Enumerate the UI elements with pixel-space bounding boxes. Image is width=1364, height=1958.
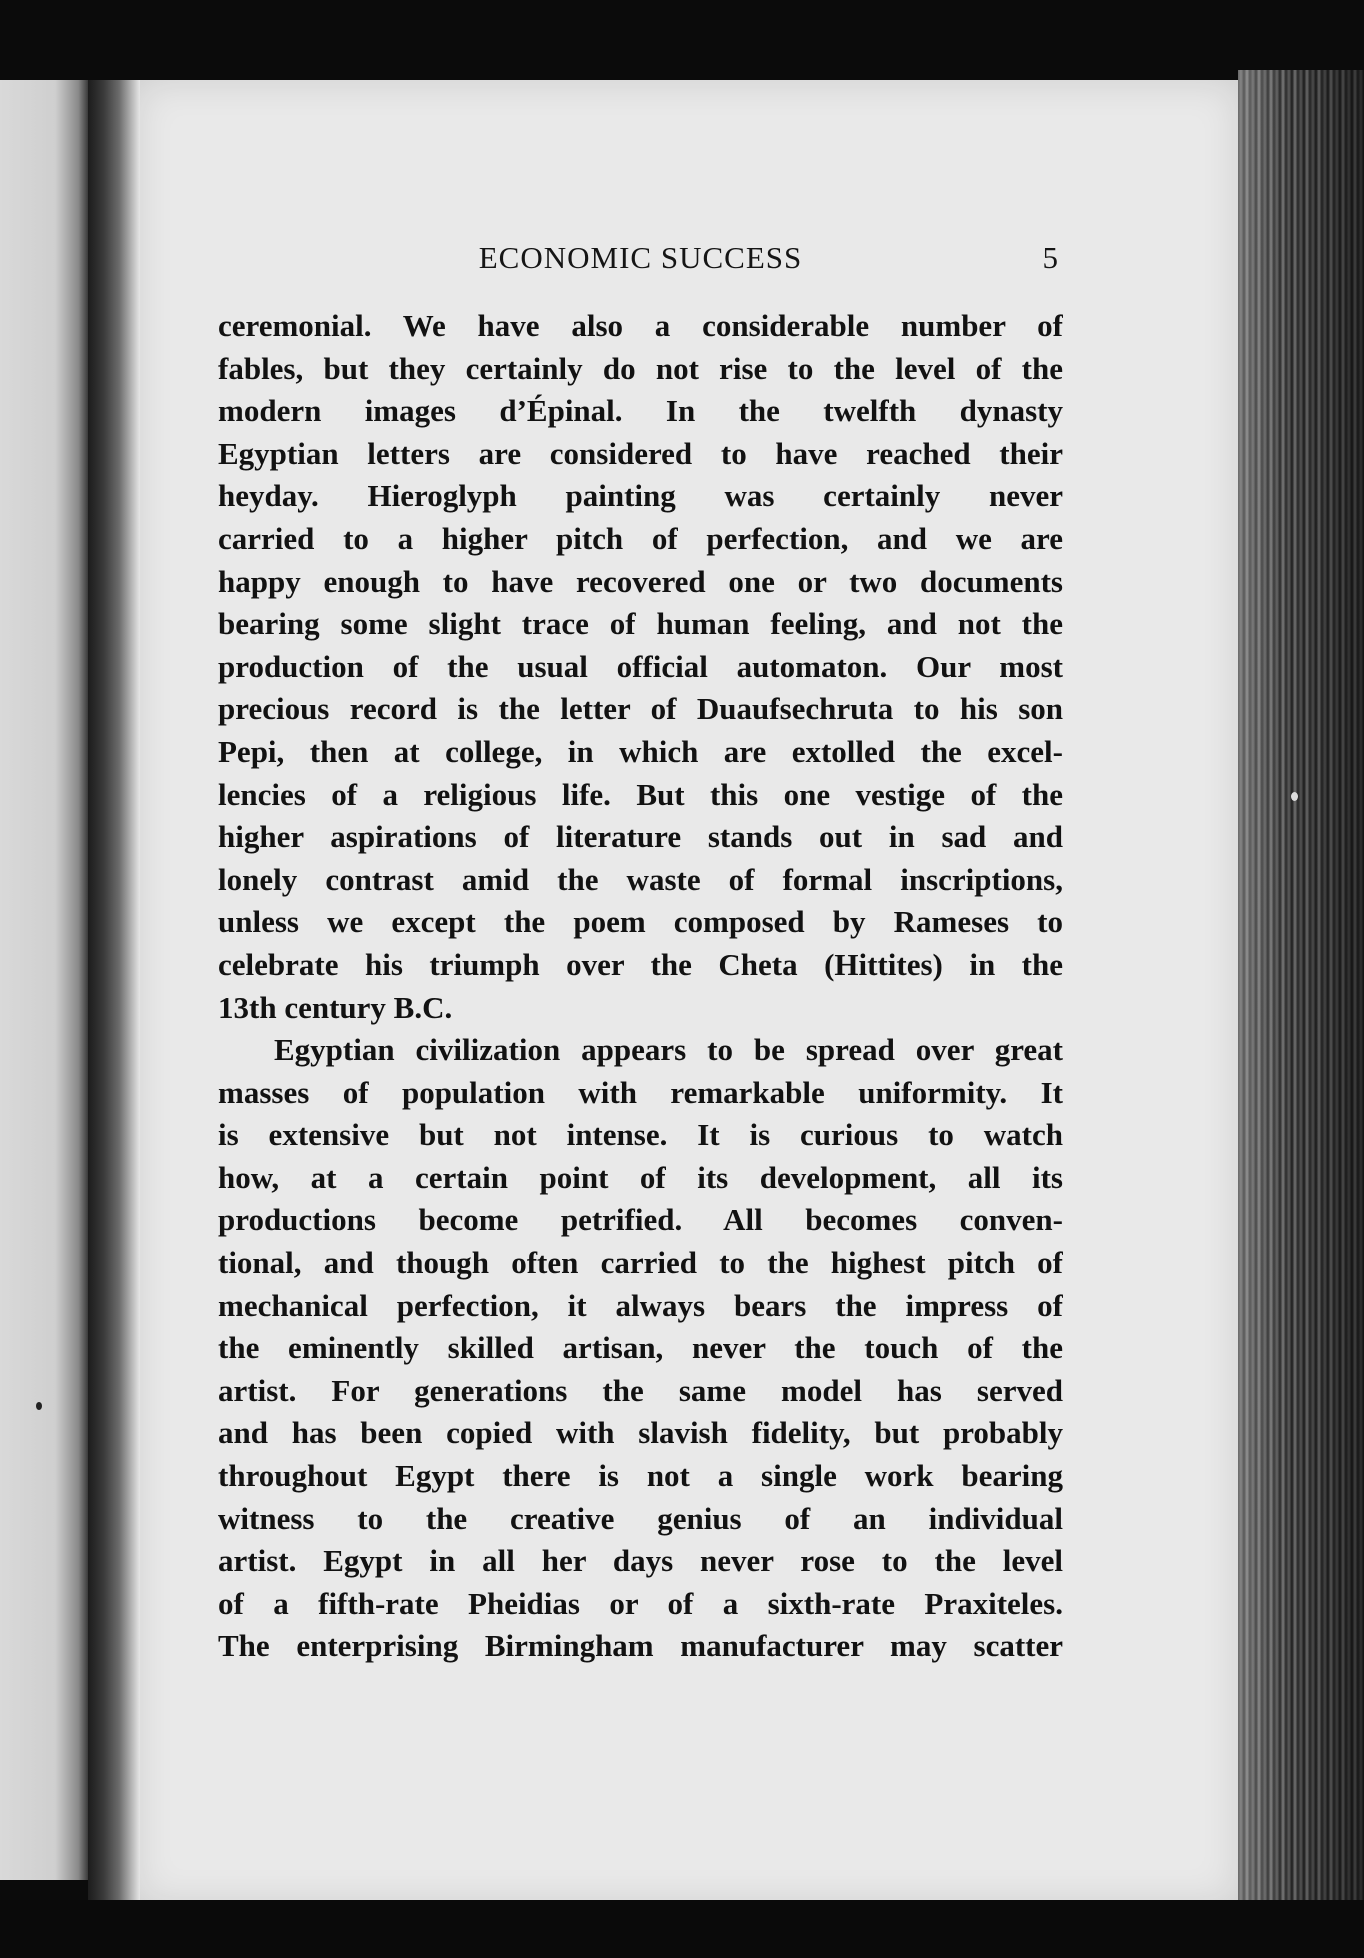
speck	[36, 1402, 42, 1410]
text-line: higher aspirations of literature stands out in sad and	[218, 819, 1063, 855]
text-line: Egyptian civilization appears to be spread over great	[274, 1032, 1063, 1068]
text-line: production of the usual official automaton. Our most	[218, 648, 1063, 684]
text-line: lonely contrast amid the waste of formal inscriptions,	[218, 861, 1063, 897]
text-line: masses of population with remarkable uniformity. It	[218, 1074, 1063, 1110]
text-line: witness to the creative genius of an individual	[218, 1500, 1063, 1536]
text-line: throughout Egypt there is not a single work bearing	[218, 1458, 1063, 1494]
text-line: The enterprising Birmingham manufacturer may scatter	[218, 1628, 1063, 1664]
left-page-edge	[0, 80, 92, 1880]
text-line: Pepi, then at college, in which are extolled the excel-	[218, 733, 1063, 769]
running-title: ECONOMIC SUCCESS	[478, 240, 803, 275]
text-line: heyday. Hieroglyph painting was certainly never	[218, 478, 1063, 514]
text-line: the eminently skilled artisan, never the touch of the	[218, 1330, 1063, 1366]
text-line: Egyptian letters are considered to have reached their	[218, 435, 1063, 471]
text-line: carried to a higher pitch of perfection, and we are	[218, 520, 1063, 556]
text-line: artist. Egypt in all her days never rose to the level	[218, 1543, 1063, 1579]
text-line: of a fifth-rate Pheidias or of a sixth-rate Praxiteles.	[218, 1585, 1063, 1621]
text-line: 13th century B.C.	[218, 989, 453, 1025]
speck	[1291, 792, 1298, 801]
right-page-edges	[1238, 70, 1364, 1910]
text-line: ceremonial. We have also a considerable number of	[218, 308, 1063, 343]
body-text	[218, 305, 1063, 1668]
text-line: mechanical perfection, it always bears the impress of	[218, 1287, 1063, 1323]
text-line: productions become petrified. All becomes conven-	[218, 1202, 1063, 1238]
page-number: 5	[1042, 240, 1058, 275]
text-line: tional, and though often carried to the highest pitch of	[218, 1245, 1063, 1281]
text-line: precious record is the letter of Duaufsechruta to his son	[218, 691, 1063, 727]
paragraph-2	[218, 1029, 1063, 1668]
text-line: happy enough to have recovered one or two documents	[218, 563, 1063, 599]
text-line: modern images d’Épinal. In the twelfth dynasty	[218, 393, 1063, 429]
text-line: unless we except the poem composed by Rameses to	[218, 904, 1063, 940]
text-line: artist. For generations the same model has served	[218, 1372, 1063, 1408]
running-head	[218, 240, 1063, 284]
bottom-background	[0, 1900, 1364, 1958]
text-line: lencies of a religious life. But this one vestige of the	[218, 776, 1063, 812]
text-line: fables, but they certainly do not rise to the level of the	[218, 350, 1063, 386]
paragraph-1	[218, 305, 1063, 1029]
text-line: celebrate his triumph over the Cheta (Hittites) in the	[218, 946, 1063, 982]
text-line: bearing some slight trace of human feeling, and not the	[218, 606, 1063, 642]
text-line: and has been copied with slavish fidelity, but probably	[218, 1415, 1063, 1451]
page-gutter-shadow	[88, 80, 140, 1900]
text-line: is extensive but not intense. It is curious to watch	[218, 1117, 1063, 1153]
text-line: how, at a certain point of its development, all its	[218, 1159, 1063, 1195]
